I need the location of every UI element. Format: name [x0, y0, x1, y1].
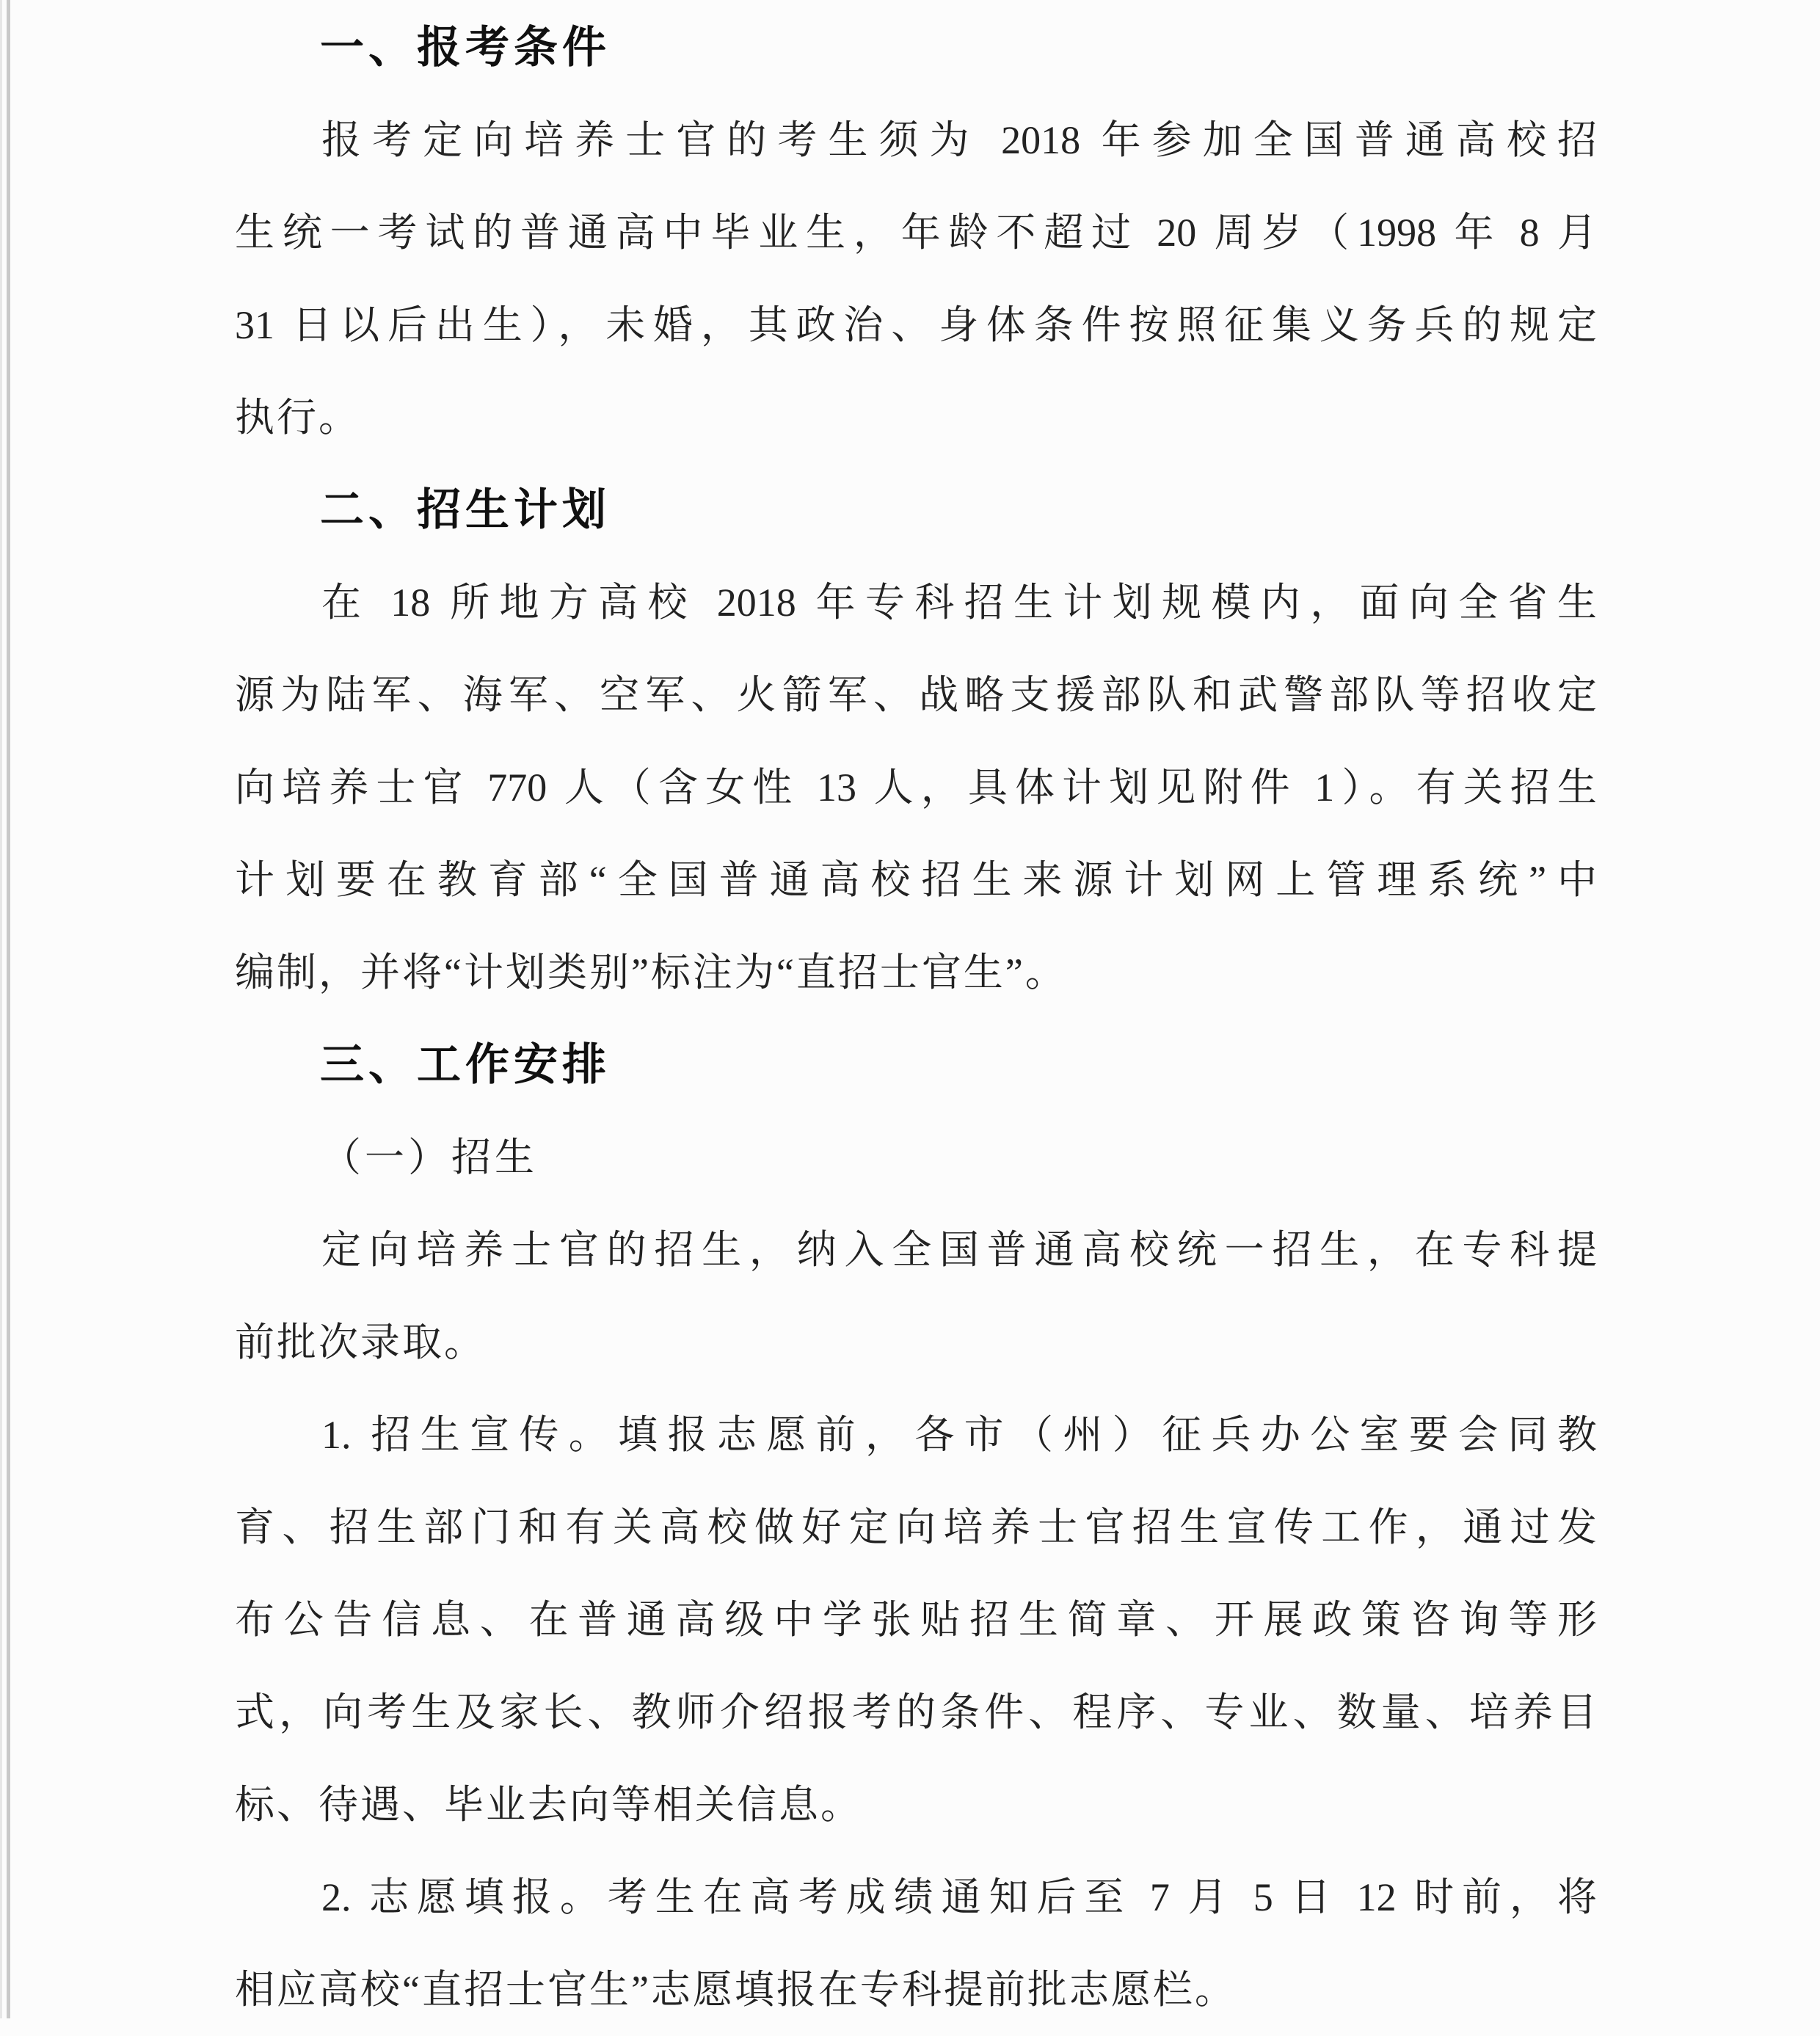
text-line: 2. 志愿填报。考生在高考成绩通知后至 7 月 5 日 12 时前，将	[321, 1875, 1597, 1919]
document-body	[235, 1, 1597, 2036]
text-line: 向培养士官 770 人（含女性 13 人，具体计划见附件 1）。有关招生	[235, 766, 1597, 810]
scan-edge-shade	[0, 0, 2, 2018]
text-line: 31 日以后出生），未婚，其政治、身体条件按照征集义务兵的规定	[235, 303, 1597, 347]
text-line: 源为陆军、海军、空军、火箭军、战略支援部队和武警部队等招收定	[235, 673, 1597, 717]
sub-heading-recruitment: （一）招生	[321, 1135, 538, 1179]
text-line: 布公告信息、在普通高级中学张贴招生简章、开展政策咨询等形	[235, 1598, 1597, 1642]
text-line: 标、待遇、毕业去向等相关信息。	[235, 1783, 862, 1827]
text-line: 1. 招生宣传。填报志愿前，各市（州）征兵办公室要会同教	[321, 1413, 1597, 1457]
text-line: 定向培养士官的招生，纳入全国普通高校统一招生，在专科提	[321, 1228, 1597, 1272]
text-line: 式，向考生及家长、教师介绍报考的条件、程序、专业、数量、培养目	[235, 1690, 1597, 1734]
text-line: 执行。	[235, 396, 360, 440]
text-line: 编制，并将“计划类别”标注为“直招士官生”。	[235, 950, 1067, 995]
section-heading-2: 二、招生计划	[320, 485, 611, 534]
text-line: 报考定向培养士官的考生须为 2018 年参加全国普通高校招	[321, 118, 1597, 162]
section-heading-1: 一、报考条件	[320, 23, 611, 72]
text-line: 前批次录取。	[235, 1320, 486, 1364]
text-line: 在 18 所地方高校 2018 年专科招生计划规模内，面向全省生	[321, 581, 1597, 625]
text-line: 生统一考试的普通高中毕业生，年龄不超过 20 周岁（1998 年 8 月	[235, 211, 1597, 255]
text-line: 育、招生部门和有关高校做好定向培养士官招生宣传工作，通过发	[235, 1505, 1597, 1549]
scan-edge-line	[7, 0, 10, 2018]
text-line: 相应高校“直招士官生”志愿填报在专科提前批志愿栏。	[235, 1968, 1237, 2012]
text-line: 计划要在教育部“全国普通高校招生来源计划网上管理系统”中	[235, 858, 1597, 902]
section-heading-3: 三、工作安排	[320, 1040, 611, 1089]
